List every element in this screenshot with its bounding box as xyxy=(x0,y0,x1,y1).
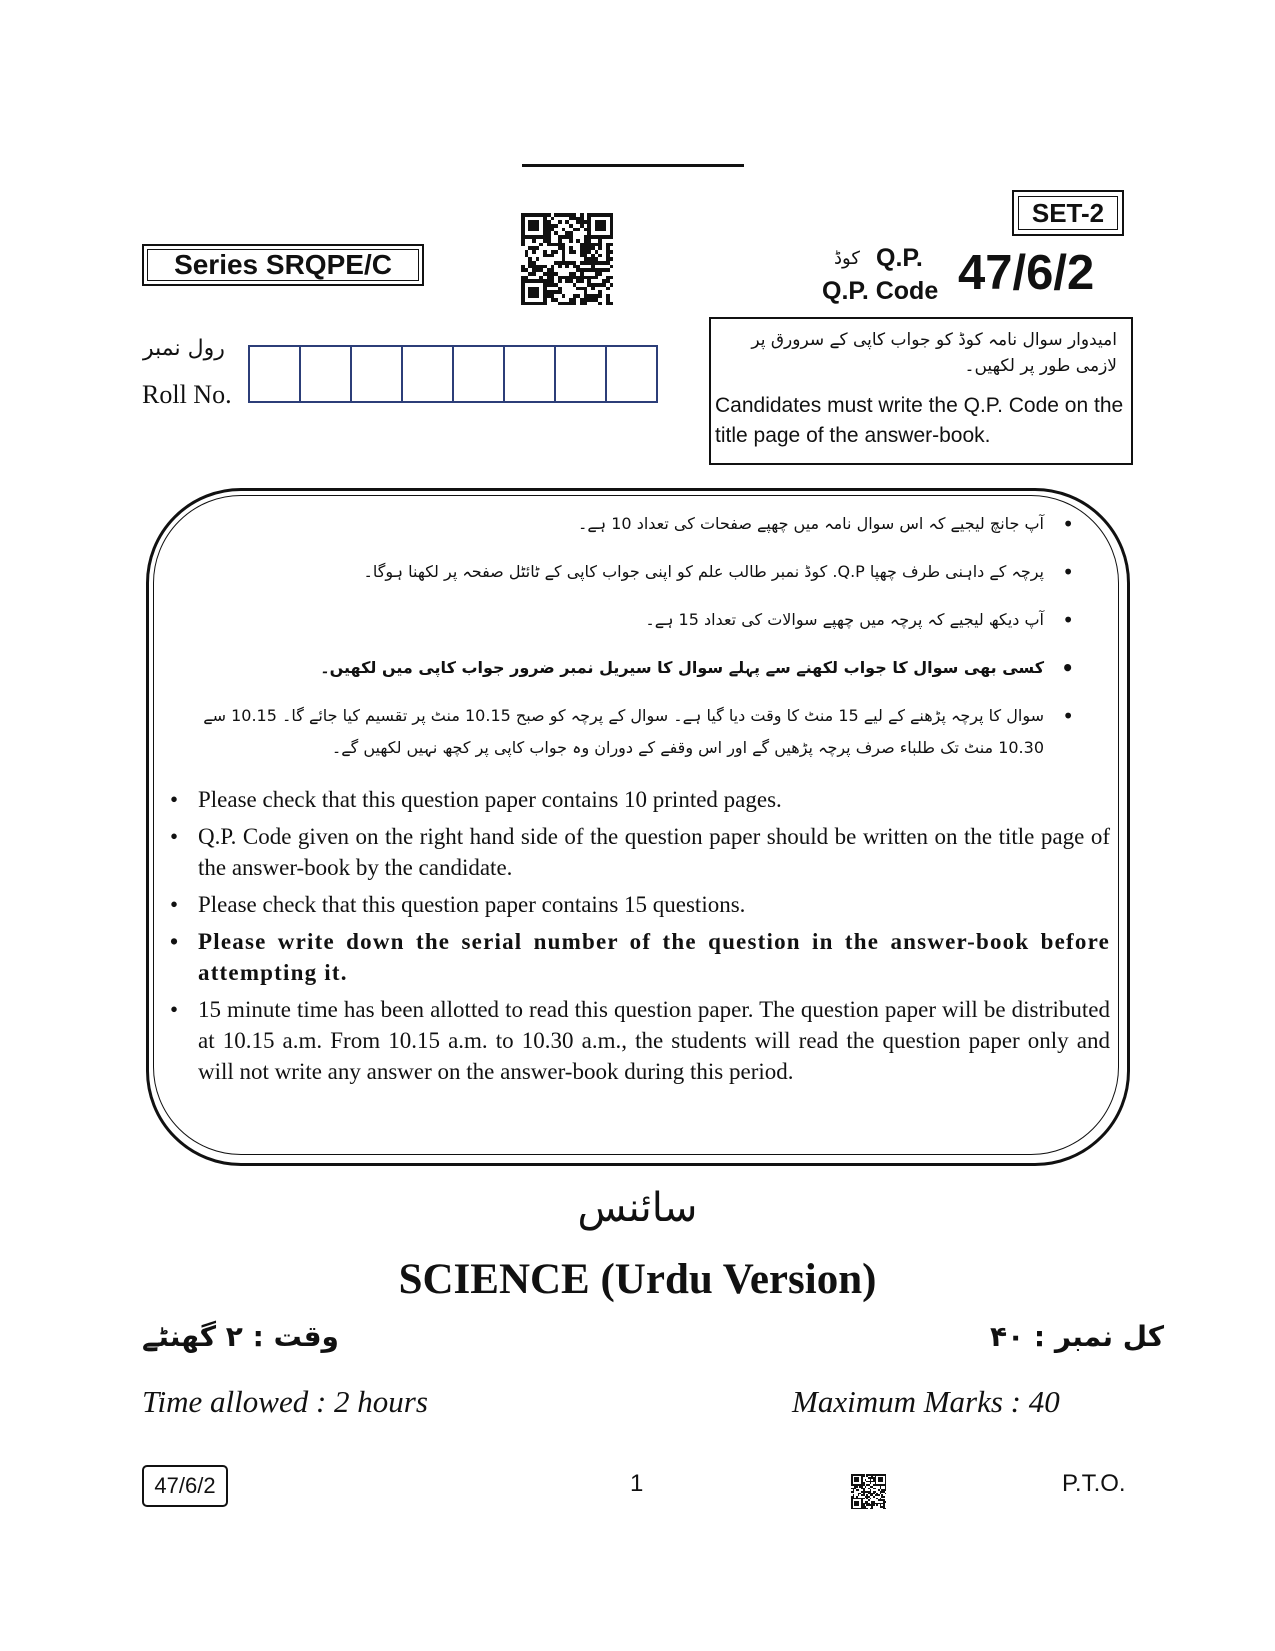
instruction-item: • Please write down the serial number of the question in the answer-book before attempting it. xyxy=(168,926,1110,988)
qp-label: Q.P. xyxy=(876,244,923,272)
roll-number-label: Roll No. xyxy=(142,380,232,409)
qp-code-label: Q.P. Code xyxy=(822,277,939,305)
roll-number-digit-box[interactable] xyxy=(454,347,505,401)
roll-number-digit-box[interactable] xyxy=(352,347,403,401)
instructions-urdu-list xyxy=(170,508,1080,780)
instruction-item: • Please check that this question paper contains 15 questions. xyxy=(168,889,1110,920)
time-allowed-urdu: وقت : ۲ گھنٹے xyxy=(142,1320,339,1353)
instruction-item: • آپ جانچ لیجیے کہ اس سوال نامہ میں چھپے صفحات کی تعداد 10 ہے۔ xyxy=(170,508,1080,540)
roll-number-digit-box[interactable] xyxy=(250,347,301,401)
roll-number-digit-box[interactable] xyxy=(505,347,556,401)
instructions-english-list xyxy=(168,784,1110,1093)
notice-urdu-text: امیدوار سوال نامہ کوڈ کو جواب کاپی کے سرورق پر لازمی طور پر لکھیں۔ xyxy=(751,330,1117,376)
time-allowed: Time allowed : 2 hours xyxy=(142,1384,428,1419)
instruction-item: • 15 minute time has been allotted to read this question paper. The question paper will be distributed at 10.15 a.m. From 10.15 a.m. to 10.30 a.m., the students will read the question paper only and will not write any answer on the answer-book during this period. xyxy=(168,994,1110,1087)
subject-urdu-title: سائنس xyxy=(577,1185,698,1231)
instruction-item: • کسی بھی سوال کا جواب لکھنے سے پہلے سوال کا سیریل نمبر ضرور جواب کاپی میں لکھیں۔ xyxy=(170,652,1080,684)
footer-qp-code: 47/6/2 xyxy=(142,1465,228,1507)
instruction-item: • Q.P. Code given on the right hand side of the question paper should be written on the title page of the answer-book by the candidate. xyxy=(168,821,1110,883)
qr-code-icon xyxy=(521,213,613,305)
roll-number-digit-box[interactable] xyxy=(301,347,352,401)
roll-number-digit-box[interactable] xyxy=(403,347,454,401)
instruction-item: • آپ دیکھ لیجیے کہ پرچہ میں چھپے سوالات کی تعداد 15 ہے۔ xyxy=(170,604,1080,636)
roll-number-urdu-label: رول نمبر xyxy=(143,336,225,361)
instruction-item: • Please check that this question paper contains 10 printed pages. xyxy=(168,784,1110,815)
qp-code-urdu-label: کوڈ xyxy=(834,248,860,269)
roll-number-boxes[interactable] xyxy=(248,345,658,403)
instruction-item: • سوال کا پرچہ پڑھنے کے لیے 15 منٹ کا وقت دیا گیا ہے۔ سوال کے پرچہ کو صبح 10.15 منٹ پر تقسیم کیا جائے گا۔ 10.15 سے 10.30 منٹ تک طلباء صرف پرچہ پڑھیں گے اور اس وقفے کے دوران وہ جواب کاپی پر کچھ نہیں لکھیں گے۔ xyxy=(170,700,1080,764)
qp-code-value: 47/6/2 xyxy=(958,246,1095,300)
page-number: 1 xyxy=(630,1470,644,1497)
set-label: SET-2 xyxy=(1012,190,1124,236)
roll-number-digit-box[interactable] xyxy=(556,347,607,401)
subject-title: SCIENCE (Urdu Version) xyxy=(398,1256,877,1303)
maximum-marks-urdu: کل نمبر : ۴۰ xyxy=(990,1320,1165,1353)
footer-qr-code-icon xyxy=(851,1474,886,1509)
instruction-item: • پرچہ کے داہنی طرف چھپا Q.P. کوڈ نمبر طالب علم کو اپنی جواب کاپی کے ٹائٹل صفحہ پر لکھنا ہوگا۔ xyxy=(170,556,1080,588)
maximum-marks: Maximum Marks : 40 xyxy=(792,1384,1060,1419)
top-rule xyxy=(522,164,744,167)
series-label: Series SRQPE/C xyxy=(142,244,424,286)
pto-label: P.T.O. xyxy=(1062,1470,1126,1497)
qp-code-notice xyxy=(709,317,1133,465)
roll-number-digit-box[interactable] xyxy=(607,347,656,401)
notice-english-text: Candidates must write the Q.P. Code on the title page of the answer-book. xyxy=(715,394,1124,447)
